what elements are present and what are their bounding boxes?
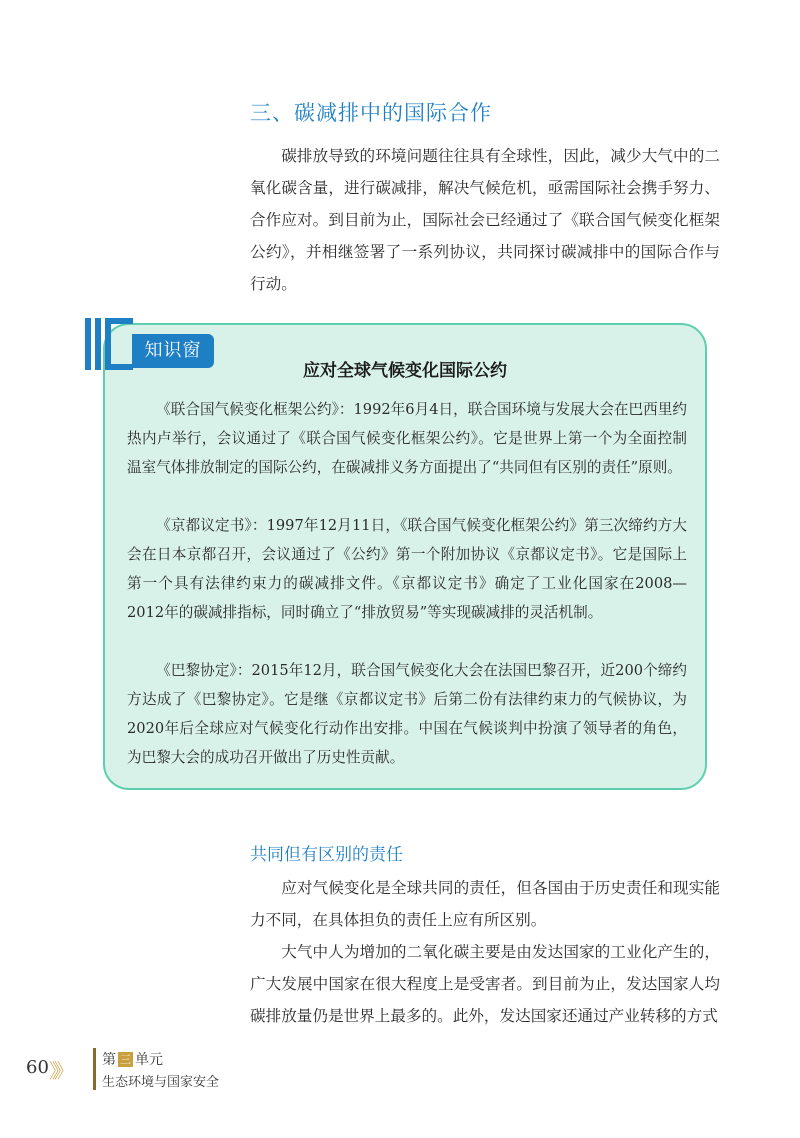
- unit-name: 生态环境与国家安全: [102, 1075, 220, 1090]
- subsection-title: 共同但有区别的责任: [250, 845, 403, 865]
- page-number: 60: [26, 1057, 49, 1078]
- unit-label: [102, 1049, 163, 1069]
- unit-suffix: 单元: [135, 1052, 163, 1068]
- unit-number-badge: 三: [120, 1052, 131, 1066]
- intro-paragraph: 碳排放导致的环境问题往往具有全球性，因此，减少大气中的二氧化碳含量，进行碳减排，解决气候危机，亟需国际社会携手努力、合作应对。到目前为止，国际社会已经通过了《联合国气候变化框架公约》，并相继签署了一系列协议，共同探讨碳减排中的国际合作与行动。: [250, 147, 720, 293]
- knowledge-window-tab: 知识窗: [132, 334, 214, 368]
- knowledge-box-title: 应对全球气候变化国际公约: [303, 361, 507, 381]
- unit-prefix: 第: [102, 1052, 116, 1068]
- section-title: 三、碳减排中的国际合作: [250, 101, 492, 125]
- paris-agreement-paragraph: 《巴黎协定》：2015年12月，联合国气候变化大会在法国巴黎召开，近200个缔约方达成了《巴黎协定》。它是继《京都议定书》后第二份有法律约束力的气候协议，为2020年后全球应对气候变化行动作出安排。中国在气候谈判中扮演了领导者的角色，为巴黎大会的成功召开做出了历史性贡献。: [127, 662, 687, 766]
- footer-divider: [93, 1048, 96, 1090]
- page-chevrons-icon: 》》: [49, 1059, 69, 1083]
- unfccc-paragraph: 《联合国气候变化框架公约》：1992年6月4日，联合国环境与发展大会在巴西里约热内卢举行，会议通过了《联合国气候变化框架公约》。它是世界上第一个为全面控制温室气体排放制定的国际公约，在碳减排义务方面提出了“共同但有区别的责任”原则。: [127, 401, 687, 476]
- kyoto-protocol-paragraph: 《京都议定书》：1997年12月11日，《联合国气候变化框架公约》第三次缔约方大会在日本京都召开，会议通过了《公约》第一个附加协议《京都议定书》。它是国际上第一个具有法律约束力的碳减排文件。《京都议定书》确定了工业化国家在2008—2012年的碳减排指标，同时确立了“排放贸易”等实现碳减排的灵活机制。: [127, 517, 687, 621]
- responsibility-paragraph-1: 应对气候变化是全球共同的责任，但各国由于历史责任和现实能力不同，在具体担负的责任上应有所区别。: [250, 879, 720, 929]
- responsibility-paragraph-2: 大气中人为增加的二氧化碳主要是由发达国家的工业化产生的，广大发展中国家在很大程度上是受害者。到目前为止，发达国家人均碳排放量仍是世界上最多的。此外，发达国家还通过产业转移的方式: [250, 943, 720, 1025]
